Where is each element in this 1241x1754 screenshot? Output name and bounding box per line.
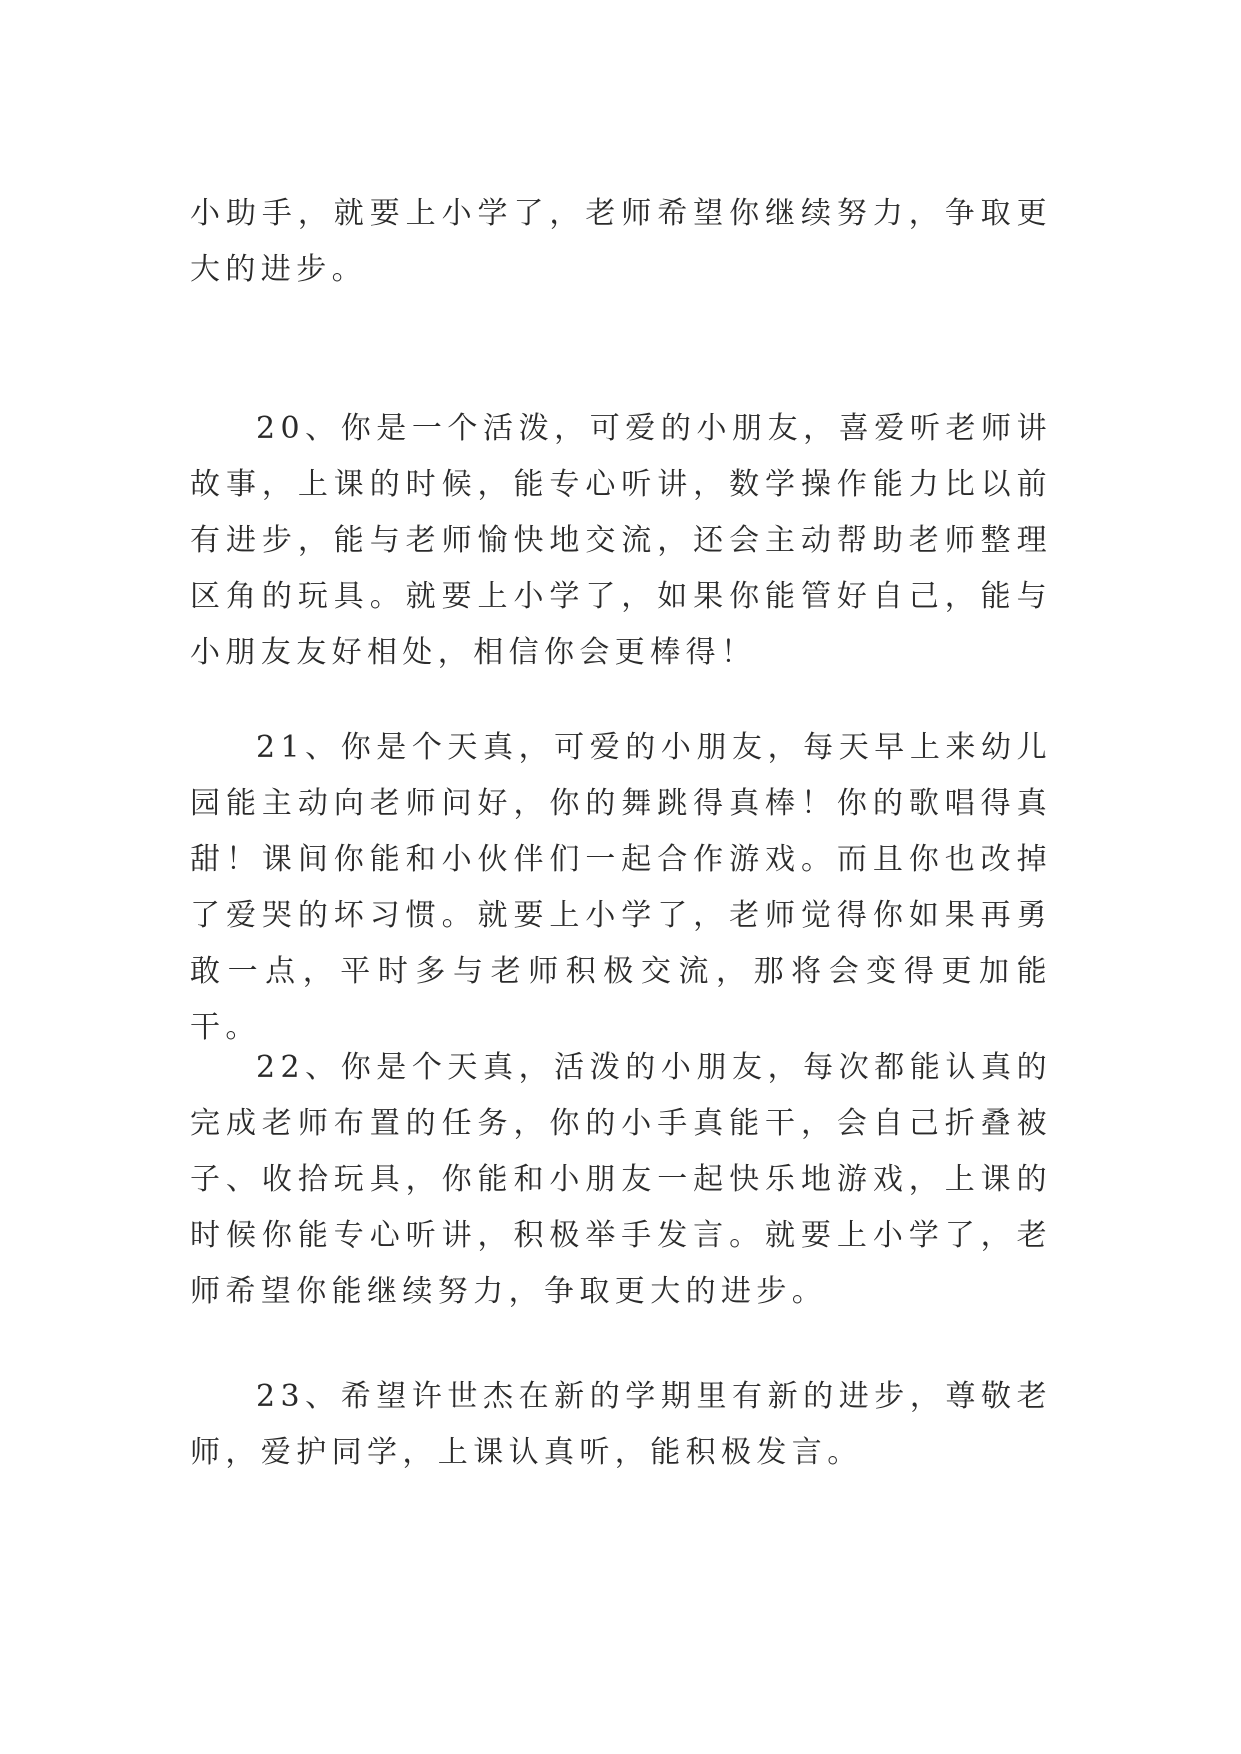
paragraph-19-continuation: 小助手，就要上小学了，老师希望你继续努力，争取更大的进步。 xyxy=(190,196,1052,287)
paragraph-20: 20、你是一个活泼，可爱的小朋友，喜爱听老师讲故事，上课的时候，能专心听讲，数学操作能力比以前有进步，能与老师愉快地交流，还会主动帮助老师整理区角的玩具。就要上小学了，如果你能管好自己，能与小朋友友好相处，相信你会更棒得！ xyxy=(190,411,1052,670)
paragraph-22: 22、你是个天真，活泼的小朋友，每次都能认真的完成老师布置的任务，你的小手真能干，会自己折叠被子、收拾玩具，你能和小朋友一起快乐地游戏，上课的时候你能专心听讲，积极举手发言。就要上小学了，老师希望你能继续努力，争取更大的进步。 xyxy=(190,1050,1052,1309)
paragraph-23: 23、希望许世杰在新的学期里有新的进步，尊敬老师，爱护同学，上课认真听，能积极发言。 xyxy=(190,1379,1052,1470)
paragraph-21: 21、你是个天真，可爱的小朋友，每天早上来幼儿园能主动向老师问好，你的舞跳得真棒！你的歌唱得真甜！课间你能和小伙伴们一起合作游戏。而且你也改掉了爱哭的坏习惯。就要上小学了，老师觉得你如果再勇敢一点，平时多与老师积极交流，那将会变得更加能干。 xyxy=(190,730,1052,1045)
